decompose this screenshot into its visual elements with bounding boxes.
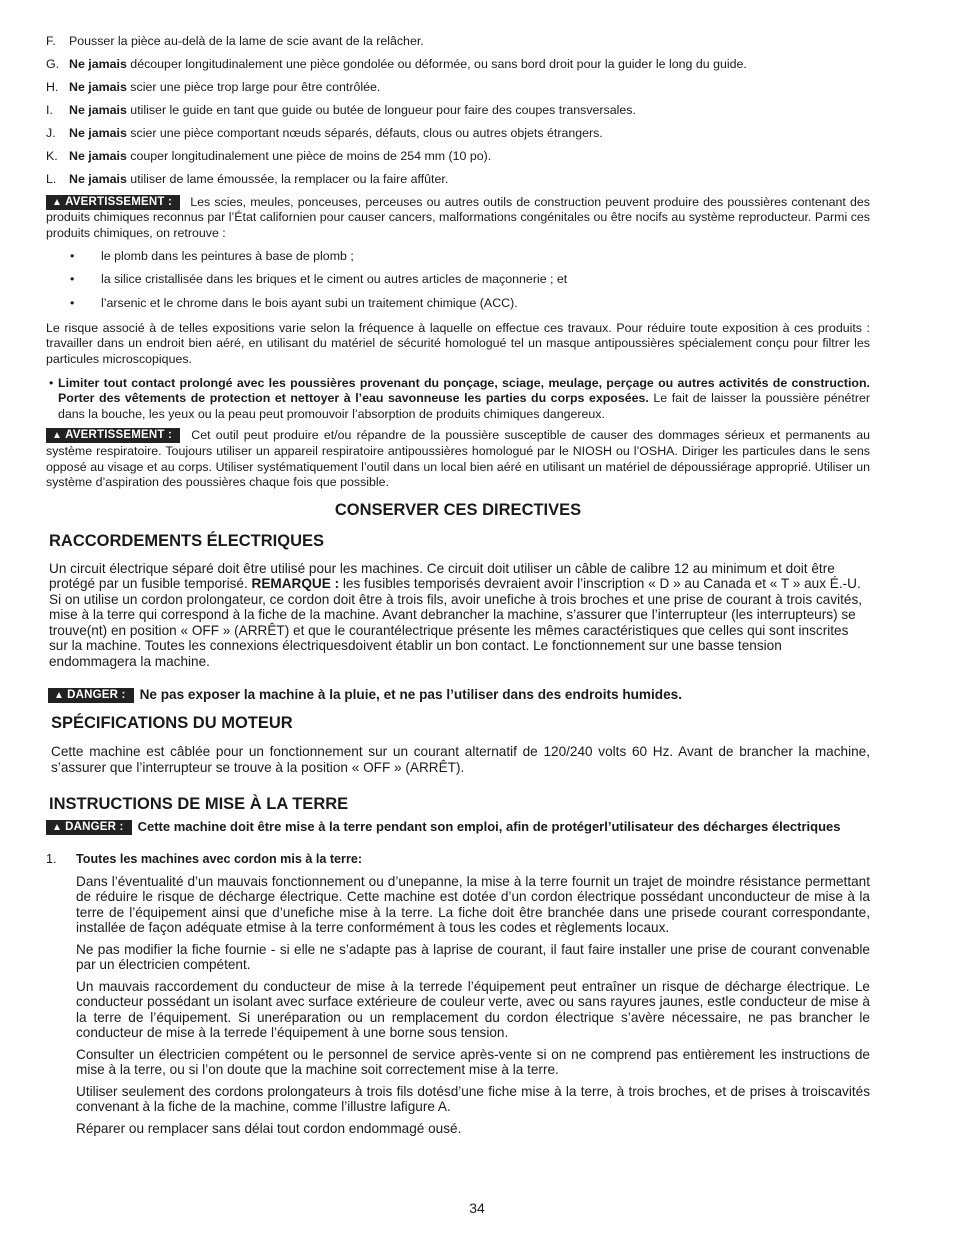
list-letter: G.: [46, 56, 60, 71]
list-text: utiliser de lame émoussée, la remplacer ou la faire affûter.: [126, 171, 449, 186]
warning-badge: ▲ AVERTISSEMENT :: [46, 428, 180, 443]
bullet-icon: •: [70, 272, 75, 287]
section-heading: RACCORDEMENTS ÉLECTRIQUES: [49, 531, 325, 550]
danger-paragraph: ▲ DANGER : Ne pas exposer la machine à la pluie, et ne pas l’utiliser dans des endroits humides.: [46, 687, 870, 703]
list-item: • le plomb dans les peintures à base de plomb ;: [70, 248, 354, 263]
terre-paragraph: Ne pas modifier la fiche fournie - si elle ne s’adapte pas à laprise de courant, il faut faire installer une prise de courant convenable par un électricien compétent.: [76, 941, 870, 973]
warning-triangle-icon: ▲: [52, 196, 63, 208]
danger-paragraph: ▲ DANGER : Cette machine doit être mise à la terre pendant son emploi, afin de protégerl’utilisateur des décharges électriques: [46, 819, 870, 835]
raccordements-paragraph: Un circuit électrique séparé doit être utilisé pour les machines. Ce circuit doit utiliser un câble de calibre 12 au minimum et doit être protégé par un fusible temporisé. REMARQUE : les fusibles temporisés devraient avoir l’inscription « D » au Canada et « T » aux É.-U. Si on utilise un cordon prolongateur, ce cordon doit être à trois fils, avoir unefiche à trois broches et une prise de courant à trois cavités, mise à la terre qui correspond à la fiche de la machine. Avant debrancher la machine, s’assurer que l’interrupteur (les interrupteurs) se trouve(nt) en position « OFF » (ARRÊT) et que le courantélectrique présente les mêmes caractéristiques que celles qui sont inscrites sur la machine. Toutes les connexions électriquesdoivent établir un bon contact. Le fonctionnement sur une basse tension endommagera la machine.: [49, 560, 863, 669]
list-item: 1. Toutes les machines avec cordon mis à la terre:: [46, 852, 363, 867]
list-item: [46, 172, 870, 188]
terre-paragraph: Dans l’éventualité d’un mauvais fonctionnement ou d’unepanne, la mise à la terre fournit un trajet de moindre résistance permettant de réduire le risque de décharge électrique. Cette machine est dotée d’un cordon électrique possédant unconducteur de mise à la terre de l’équipement ainsi que d’unefiche mise à la terre. La fiche doit être branchée dans une prisede courant correspondante, installée de façon adéquate etmise à la terre conformément à tous les codes et règlements locaux.: [76, 873, 870, 936]
danger-badge: ▲ DANGER :: [46, 820, 132, 835]
warning-triangle-icon: ▲: [54, 690, 65, 702]
terre-paragraph: Un mauvais raccordement du conducteur de mise à la terrede l’équipement peut entraîner un risque de décharge électrique. Le conducteur possédant un isolant avec surface extérieure de couleur verte, avec ou sans rayures jaunes, estle conducteur de mise à la terre de l’équipement. Si uneréparation ou un remplacement du cordon électrique s’avère nécessaire, ne pas brancher le conducteur de mise à la terrede l’équipement à une borne sous tension.: [76, 978, 870, 1041]
list-item: [46, 126, 870, 142]
list-number: 1.: [46, 852, 57, 867]
terre-paragraph: Consulter un électricien compétent ou le personnel de service après-vente si on ne comprend pas entièrement les instructions de mise à la terre, ou si l’on doute que la machine soit correctement mise à la terre.: [76, 1046, 870, 1078]
list-item: [46, 103, 870, 119]
list-letter: J.: [46, 125, 56, 140]
warning-triangle-icon: ▲: [52, 822, 63, 834]
list-bold: Ne jamais: [69, 102, 127, 117]
contact-bullet: • Limiter tout contact prolongé avec les poussières provenant du ponçage, sciage, meulage, perçage ou autres activités de construction. Porter des vêtements de protection et nettoyer à l’eau savonneuse les parties du corps exposées. Le fait de laisser la poussière pénétrer dans la bouche, les yeux ou la peau peut promouvoir l’absorption de produits chimiques dangereux.: [49, 375, 871, 421]
list-item: [46, 80, 870, 96]
terre-paragraph: Réparer ou remplacer sans délai tout cordon endommagé ousé.: [76, 1120, 462, 1136]
warning-triangle-icon: ▲: [52, 430, 63, 442]
list-item: [46, 57, 870, 73]
list-item: • la silice cristallisée dans les briques et le ciment ou autres articles de maçonnerie ; et: [70, 272, 568, 287]
list-letter: I.: [46, 102, 53, 117]
list-bold: Ne jamais: [69, 148, 127, 163]
bullet-icon: •: [70, 248, 75, 263]
list-text: scier une pièce comportant nœuds séparés, défauts, clous ou autres objets étrangers.: [126, 125, 603, 140]
bullet-icon: •: [70, 296, 75, 311]
warning-paragraph: [46, 195, 870, 242]
danger-badge: ▲ DANGER :: [48, 688, 134, 703]
terre-paragraphs: [46, 874, 870, 1137]
safety-list: [46, 34, 870, 491]
bullet-icon: •: [49, 375, 54, 390]
list-bold: Ne jamais: [69, 171, 127, 186]
list-item: [46, 149, 870, 165]
list-text: découper longitudinalement une pièce gondolée ou déformée, ou sans bord droit pour la guider le long du guide.: [126, 56, 747, 71]
list-letter: L.: [46, 171, 57, 186]
list-text: scier une pièce trop large pour être contrôlée.: [126, 79, 381, 94]
list-text: utiliser le guide en tant que guide ou butée de longueur pour faire des coupes transversales.: [126, 102, 636, 117]
conserver-heading: CONSERVER CES DIRECTIVES: [334, 500, 582, 519]
list-bold: Ne jamais: [69, 79, 127, 94]
list-letter: K.: [46, 148, 58, 163]
section-heading: SPÉCIFICATIONS DU MOTEUR: [51, 714, 293, 733]
list-item: • l’arsenic et le chrome dans le bois ayant subi un traitement chimique (ACC).: [70, 296, 518, 311]
list-letter: F.: [46, 34, 56, 48]
terre-paragraph: Utiliser seulement des cordons prolongateurs à trois fils dotésd’une fiche mise à la terre, à trois broches, et de prises à troiscavités convenant à la fiche de la machine, comme l’illustre lafigure A.: [76, 1083, 870, 1115]
list-item: [46, 34, 870, 50]
list-letter: H.: [46, 79, 59, 94]
list-bold: Ne jamais: [69, 125, 127, 140]
warning-text: Les scies, meules, ponceuses, perceuses ou autres outils de construction peuvent produire des poussières contenant des produits chimiques reconnus par l’État californien pour causer cancers, malformations congénitales ou être nocifs au système reproducteur. Parmi ces produits chimiques, on retrouve :: [46, 194, 870, 241]
moteur-paragraph: Cette machine est câblée pour un fonctionnement sur un courant alternatif de 120/240 volts 60 Hz. Avant de brancher la machine, s’assurer que l’interrupteur se trouve à la position « OFF » (ARRÊT).: [51, 744, 870, 775]
section-heading: INSTRUCTIONS DE MISE À LA TERRE: [49, 795, 349, 814]
risk-paragraph: Le risque associé à de telles expositions varie selon la fréquence à laquelle on effectue ces travaux. Pour réduire toute exposition à ces produits : travailler dans un endroit bien aéré, en utilisant du matériel de sécurité homologué tel un masque antipoussières spécialement conçu pour filtrer les particules microscopiques.: [46, 320, 870, 367]
list-text: Pousser la pièce au-delà de la lame de scie avant de la relâcher.: [69, 34, 424, 48]
warning-text: Cet outil peut produire et/ou répandre de la poussière susceptible de causer des dommages sérieux et permanents au système respiratoire. Toujours utiliser un appareil respiratoire antipoussières homologué par le NIOSH ou l’OSHA. Diriger les particules dans le sens opposé au visage et au corps. Utiliser systématiquement l’outil dans un local bien aéré en utilisant un matériel de dépoussiérage approprié. Utiliser un système d’aspiration des poussières chaque fois que possible.: [46, 428, 870, 490]
warning-badge: ▲ AVERTISSEMENT :: [46, 195, 180, 210]
warning-paragraph: [46, 428, 870, 490]
list-bold: Ne jamais: [69, 56, 127, 71]
page-number: 34: [469, 1200, 485, 1216]
list-text: couper longitudinalement une pièce de moins de 254 mm (10 po).: [126, 148, 492, 163]
page-content: [46, 34, 870, 1136]
chemical-list: [46, 249, 870, 312]
